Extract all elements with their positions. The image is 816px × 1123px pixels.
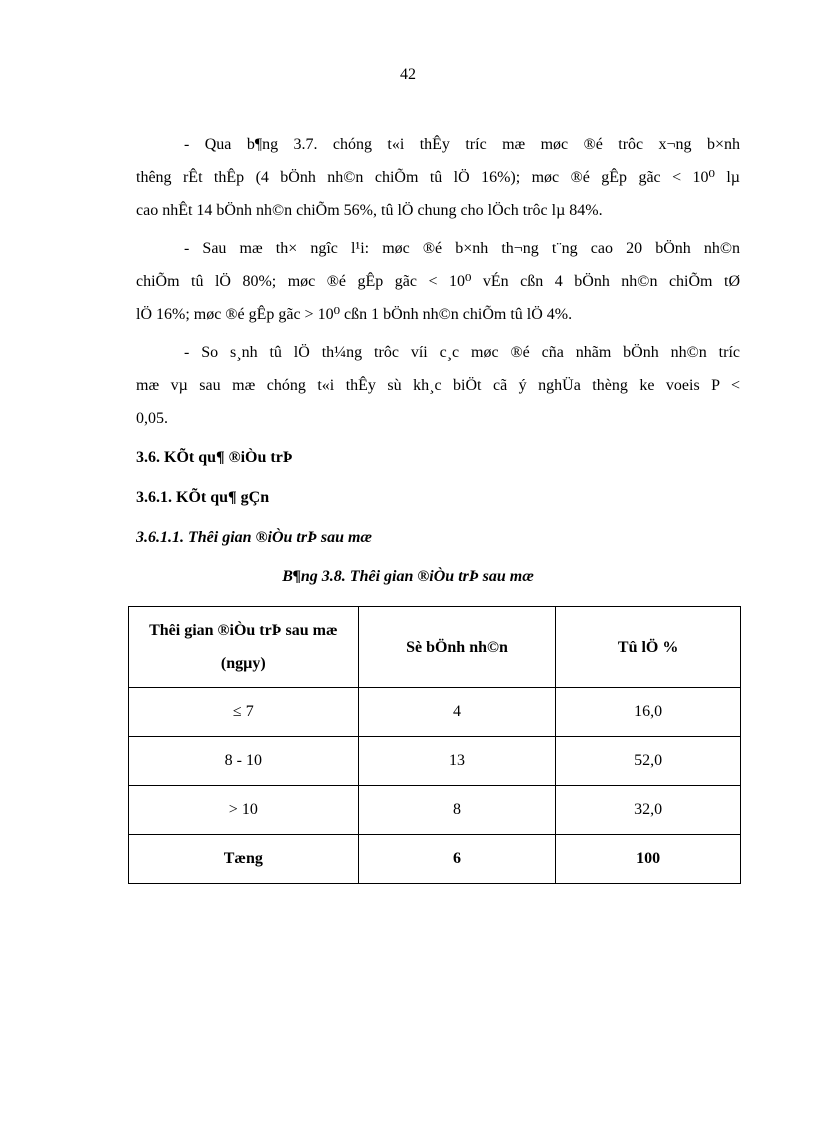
subsection-heading: 3.6.1. KÕt qu¶ gÇn [136,489,270,506]
paragraph-line: lÖ 16%; møc ®é gÊp gãc > 10⁰ cßn 1 bÖnh nh©n chiÕm tû lÖ 4%. [136,306,573,323]
table-row [129,737,741,786]
table-header-row [129,607,741,688]
header-duration: Thêi gian ®iÒu trÞ sau mæ (ngµy) [129,607,359,688]
paragraph-line: mæ vµ sau mæ chóng t«i thÊy sù kh¸c biÖt cã ý nghÜa thèng ke voeis P < [136,377,740,394]
cell-patients: 4 [358,688,556,737]
table-caption: B¶ng 3.8. Thêi gian ®iÒu trÞ sau mæ [282,568,534,585]
paragraph-1 [136,128,740,227]
cell-patients: 8 [358,786,556,835]
paragraph-line: 0,05. [136,410,168,427]
page-number: 42 [400,66,416,83]
paragraph-2 [136,232,740,331]
cell-duration: > 10 [129,786,359,835]
cell-percent: 16,0 [556,688,741,737]
cell-duration: 8 - 10 [129,737,359,786]
total-percent: 100 [556,835,741,884]
header-patients: Sè bÖnh nh©n [358,607,556,688]
paragraph-line: - So s¸nh tû lÖ th¼ng trôc víi c¸c møc ®é cña nhãm bÖnh nh©n tríc [184,344,740,361]
paragraph-3 [136,336,740,435]
paragraph-line: - Sau mæ th× ngîc l¹i: møc ®é b×nh th¬ng t¨ng cao 20 bÖnh nh©n [184,240,740,257]
table-row [129,688,741,737]
paragraph-line: thêng rÊt thÊp (4 bÖnh nh©n chiÕm tû lÖ 16%); møc ®é gÊp gãc < 10⁰ lµ [136,169,740,186]
table-row [129,786,741,835]
header-percent: Tû lÖ % [556,607,741,688]
section-heading: 3.6. KÕt qu¶ ®iÒu trÞ [136,449,293,466]
cell-percent: 32,0 [556,786,741,835]
cell-percent: 52,0 [556,737,741,786]
data-table [128,606,741,884]
table-total-row [129,835,741,884]
cell-patients: 13 [358,737,556,786]
paragraph-line: - Qua b¶ng 3.7. chóng t«i thÊy tríc mæ møc ®é trôc x¬ng b×nh [184,136,740,153]
paragraph-line: cao nhÊt 14 bÖnh nh©n chiÕm 56%, tû lÖ chung cho lÖch trôc lµ 84%. [136,202,603,219]
subsubsection-heading: 3.6.1.1. Thêi gian ®iÒu trÞ sau mæ [136,529,372,546]
cell-duration: ≤ 7 [129,688,359,737]
total-patients: 6 [358,835,556,884]
total-label: Tæng [129,835,359,884]
paragraph-line: chiÕm tû lÖ 80%; møc ®é gÊp gãc < 10⁰ vÉn cßn 4 bÖnh nh©n chiÕm tØ [136,273,740,290]
